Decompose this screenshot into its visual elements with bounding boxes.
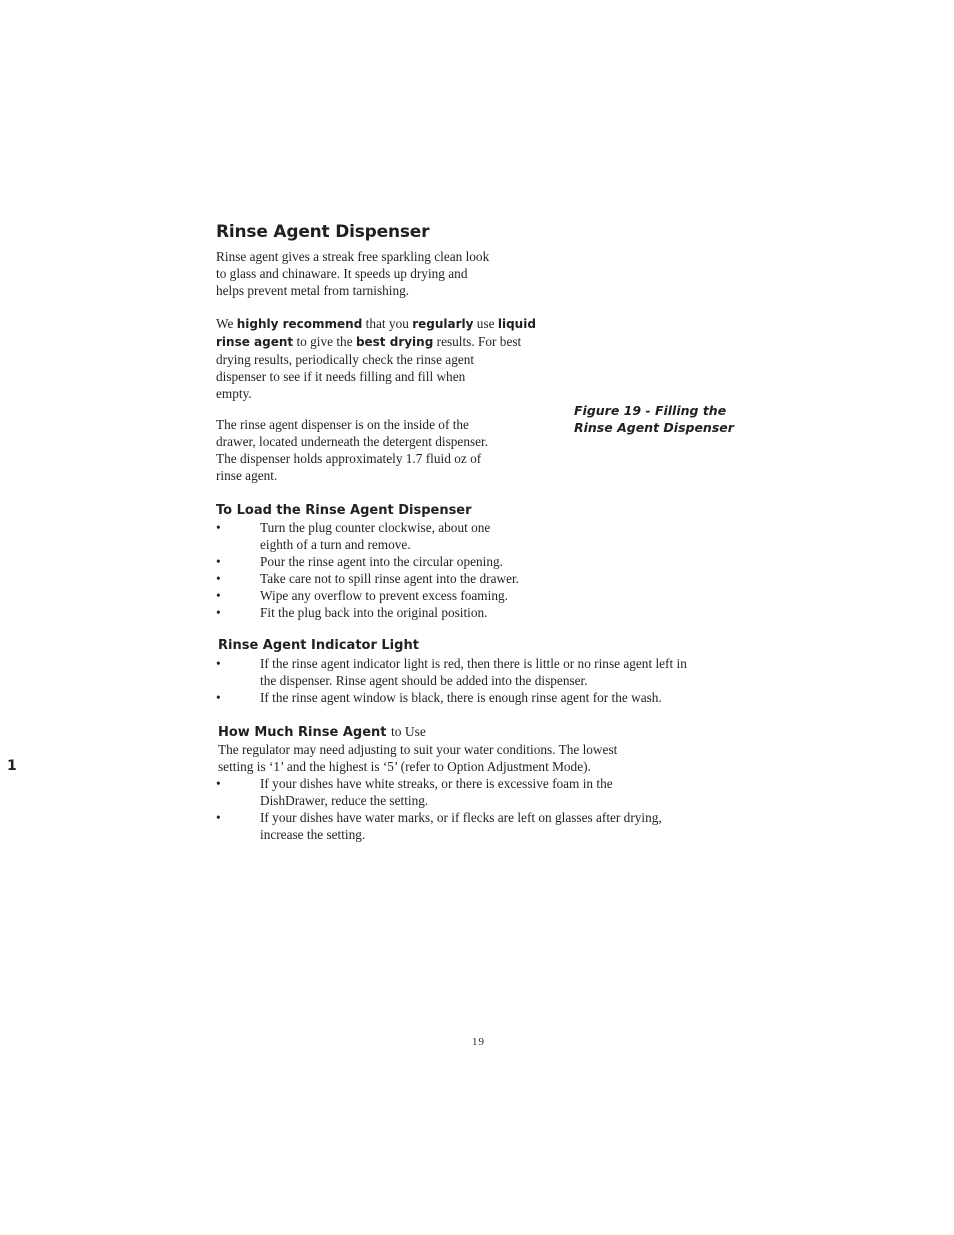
bullet-glyph: • [216, 588, 221, 603]
bullet-glyph: • [216, 520, 221, 535]
heading-tail: to Use [391, 724, 426, 739]
text-run: drawer, located underneath the detergent dispenser. [216, 434, 489, 449]
list-item [216, 553, 519, 570]
text-run: that you [365, 316, 409, 331]
text-run: rinse agent. [216, 468, 278, 483]
text-run: Turn the plug counter clockwise, about one [260, 520, 491, 535]
list-item [216, 775, 662, 809]
bold-text: liquid [497, 317, 536, 331]
recommend-paragraph [216, 315, 536, 402]
bold-text: best drying [355, 335, 434, 349]
list-item [216, 570, 519, 587]
bullet-glyph: • [216, 810, 221, 825]
bullet-glyph: • [216, 554, 221, 569]
text-run: DishDrawer, reduce the setting. [260, 793, 429, 808]
text-run: The regulator may need adjusting to suit your water conditions. The lowest [218, 742, 618, 757]
bullet-glyph: • [216, 605, 221, 620]
text-run: The dispenser holds approximately 1.7 fluid oz of [216, 451, 482, 466]
text-run: We [216, 316, 234, 331]
intro-line: helps prevent metal from tarnishing. [216, 283, 410, 298]
bullet-glyph: • [216, 571, 221, 586]
text-run: Pour the rinse agent into the circular opening. [260, 554, 503, 569]
list-item [216, 604, 519, 621]
bullet-glyph: • [216, 690, 221, 705]
text-run: If the rinse agent indicator light is red, then there is little or no rinse agent left in [260, 656, 687, 671]
amount-paragraph [218, 741, 617, 775]
text-run: results. For best [436, 334, 522, 349]
amount-heading [218, 723, 426, 741]
caption-line: Rinse Agent Dispenser [574, 420, 734, 435]
page-number: 19 [472, 1036, 485, 1048]
load-heading: To Load the Rinse Agent Dispenser [216, 503, 472, 518]
indicator-heading: Rinse Agent Indicator Light [218, 638, 419, 653]
bold-text: highly recommend [236, 317, 363, 331]
list-item [216, 655, 687, 689]
text-run: If your dishes have white streaks, or there is excessive foam in the [260, 776, 613, 791]
text-run: dispenser to see if it needs filling and fill when [216, 369, 466, 384]
text-run: use [476, 316, 495, 331]
heading-main: How Much Rinse Agent [218, 725, 387, 740]
text-run: The rinse agent dispenser is on the inside of the [216, 417, 469, 432]
text-run: If your dishes have water marks, or if flecks are left on glasses after drying, [260, 810, 662, 825]
list-item [216, 587, 519, 604]
bold-text: regularly [412, 317, 474, 331]
text-run: Fit the plug back into the original position. [260, 605, 488, 620]
text-run: the dispenser. Rinse agent should be added into the dispenser. [260, 673, 588, 688]
indicator-list [216, 655, 687, 706]
text-run: setting is ‘1’ and the highest is ‘5’ (refer to Option Adjustment Mode). [218, 759, 591, 774]
text-run: If the rinse agent window is black, there is enough rinse agent for the wash. [260, 690, 662, 705]
text-run: to give the [296, 334, 353, 349]
text-run: increase the setting. [260, 827, 366, 842]
intro-paragraph [216, 248, 489, 299]
caption-line: Figure 19 - Filling the [574, 403, 727, 418]
bullet-glyph: • [216, 776, 221, 791]
side-tab-number: 1 [7, 758, 17, 774]
load-steps-list [216, 519, 519, 621]
text-run: drying results, periodically check the rinse agent [216, 352, 475, 367]
list-item [216, 809, 662, 843]
intro-line: Rinse agent gives a streak free sparkling clean look [216, 249, 490, 264]
text-run: Take care not to spill rinse agent into the drawer. [260, 571, 520, 586]
bullet-glyph: • [216, 656, 221, 671]
bold-text: rinse agent [216, 335, 294, 349]
list-item [216, 689, 687, 706]
page-title: Rinse Agent Dispenser [216, 222, 430, 242]
location-paragraph [216, 416, 488, 484]
amount-list [216, 775, 662, 843]
text-run: Wipe any overflow to prevent excess foaming. [260, 588, 508, 603]
list-item [216, 519, 519, 553]
figure-caption [574, 402, 734, 436]
intro-line: to glass and chinaware. It speeds up drying and [216, 266, 468, 281]
text-run: eighth of a turn and remove. [260, 537, 411, 552]
text-run: empty. [216, 386, 252, 401]
